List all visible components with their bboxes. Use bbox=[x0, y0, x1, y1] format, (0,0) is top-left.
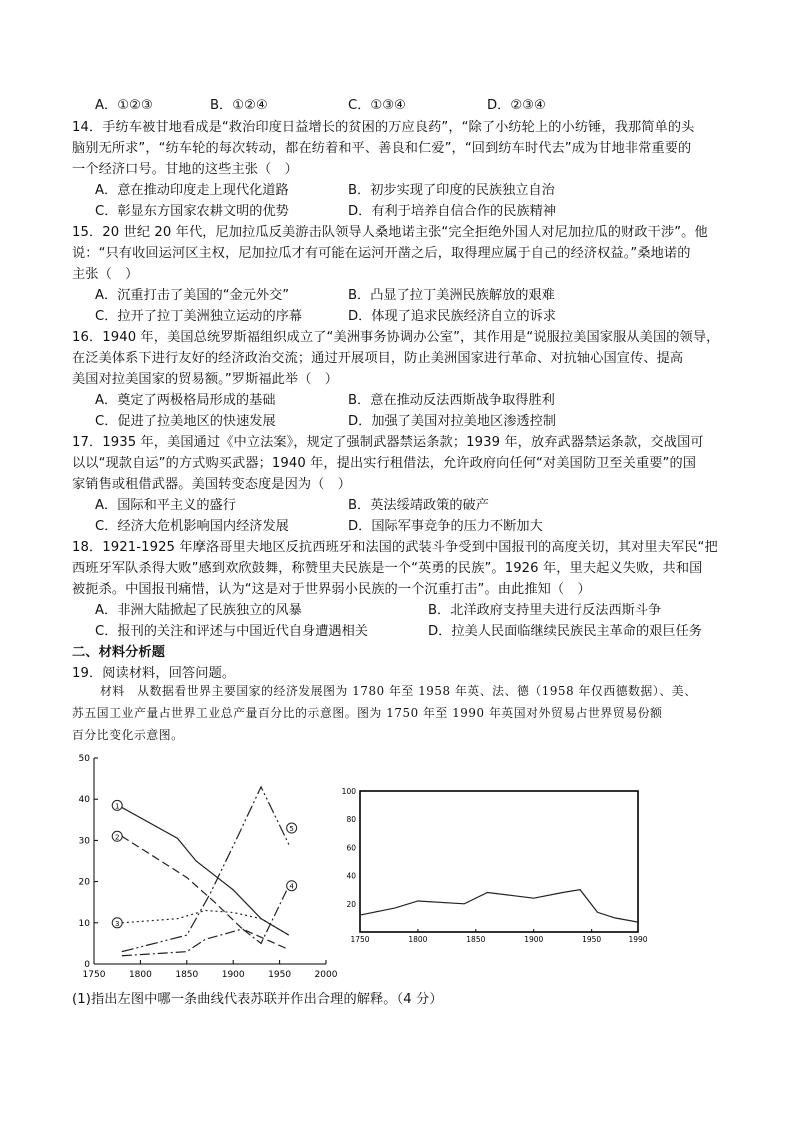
q13-option-c: C．①③④ bbox=[348, 98, 406, 113]
x-tick-label: 1750 bbox=[82, 970, 106, 980]
y-tick-label: 20 bbox=[346, 899, 356, 909]
series-marker-label: 5 bbox=[289, 825, 294, 834]
q15-line: 15．20 世纪 20 年代，尼加拉瓜反美游击队领导人桑地诺主张“完全拒绝外国人对尼加拉瓜的财政干涉”。他 bbox=[72, 225, 708, 240]
q16-option-b: B．意在推动反法西斯战争取得胜利 bbox=[348, 393, 555, 408]
series-line-3 bbox=[122, 910, 289, 935]
y-tick-label: 40 bbox=[346, 871, 356, 881]
q17-line: 家销售或租借武器。美国转变态度是因为（ ） bbox=[72, 477, 352, 492]
y-tick-label: 10 bbox=[78, 918, 90, 929]
q14-line: 一个经济口号。甘地的这些主张（ ） bbox=[72, 162, 298, 177]
series-line-5 bbox=[122, 787, 289, 952]
q17-option-d: D．国际军事竞争的压力不断加大 bbox=[348, 519, 543, 534]
q19-material-line: 材料 从数据看世界主要国家的经济发展图为 1780 年至 1958 年英、法、德（1958 年仅西德数据）、美、 bbox=[100, 684, 697, 698]
x-tick-label: 1800 bbox=[408, 935, 428, 944]
q15-option-c: C．拉开了拉丁美洲独立运动的序幕 bbox=[95, 309, 303, 324]
q18-option-d: D．拉美人民面临继续民族民主革命的艰巨任务 bbox=[428, 624, 702, 639]
x-tick-label: 1850 bbox=[175, 970, 199, 980]
q13-option-b: B．①②④ bbox=[210, 98, 268, 113]
q14-line: 脑别无所求”，“纺车轮的每次转动，都在纺着和平、善良和仁爱”，“回到纺车时代去”成为甘地非常重要的 bbox=[72, 141, 692, 156]
x-tick-label: 2000 bbox=[314, 970, 338, 980]
q15-option-d: D．体现了追求民族经济自立的诉求 bbox=[348, 309, 556, 324]
q14-option-d: D．有利于培养自信合作的民族精神 bbox=[348, 204, 556, 219]
q17-option-b: B．英法绥靖政策的破产 bbox=[348, 498, 489, 513]
x-tick-label: 1900 bbox=[221, 970, 245, 980]
q18-option-a: A．非洲大陆掀起了民族独立的风暴 bbox=[95, 603, 302, 618]
x-tick-label: 1800 bbox=[128, 970, 152, 980]
y-tick-label: 50 bbox=[78, 754, 90, 764]
q13-option-d: D．②③④ bbox=[487, 98, 546, 113]
q15-line: 主张（ ） bbox=[72, 267, 139, 282]
q16-line: 在泛美体系下进行友好的经济政治交流；通过开展项目，防止美洲国家进行革命、对抗轴心国宣传、提高 bbox=[72, 351, 684, 366]
q18-line: 18．1921-1925 年摩洛哥里夫地区反抗西班牙和法国的武装斗争受到中国报刊的高度关切，其对里夫军民“把 bbox=[72, 540, 718, 555]
q19-material-line: 百分比变化示意图。 bbox=[72, 728, 184, 742]
q16-option-a: A．奠定了两极格局形成的基础 bbox=[95, 393, 276, 408]
q19-sub1: (1)指出左图中哪一条曲线代表苏联并作出合理的解释。（4 分） bbox=[72, 992, 443, 1007]
y-tick-label: 30 bbox=[78, 836, 90, 847]
series-marker-label: 2 bbox=[114, 833, 120, 842]
y-tick-label: 20 bbox=[78, 877, 90, 888]
x-tick-label: 1900 bbox=[524, 935, 544, 944]
y-tick-label: 100 bbox=[341, 787, 356, 796]
q19-intro: 19．阅读材料，回答问题。 bbox=[72, 666, 236, 681]
series-marker-label: 1 bbox=[114, 802, 120, 811]
q13-option-a: A．①②③ bbox=[95, 98, 153, 113]
x-tick-label: 1850 bbox=[466, 935, 486, 944]
q16-option-c: C．促进了拉美地区的快速发展 bbox=[95, 414, 276, 429]
y-tick-label: 40 bbox=[78, 795, 90, 806]
q18-option-b: B．北洋政府支持里夫进行反法西斯斗争 bbox=[428, 603, 662, 618]
series-line-1 bbox=[122, 807, 289, 935]
x-tick-label: 1950 bbox=[268, 970, 292, 980]
q17-option-a: A．国际和平主义的盛行 bbox=[95, 498, 236, 513]
section-heading: 二、材料分析题 bbox=[72, 645, 166, 660]
y-tick-label: 0 bbox=[84, 960, 90, 970]
q14-option-c: C．彰显东方国家农耕文明的优势 bbox=[95, 204, 289, 219]
q18-line: 西班牙军队杀得大败”感到欢欣鼓舞，称赞里夫民族是一个“英勇的民族”。1926 年，里夫起义失败，共和国 bbox=[72, 561, 703, 576]
x-tick-label: 1990 bbox=[628, 935, 648, 944]
series-line-2 bbox=[122, 836, 289, 949]
q18-line: 被扼杀。中国报刊痛惜，认为“这是对于世界弱小民族的一个沉重打击”。由此推知（ ） bbox=[72, 582, 591, 597]
q17-line: 17．1935 年，美国通过《中立法案》，规定了强制武器禁运条款；1939 年，放弃武器禁运条款，交战国可 bbox=[72, 435, 704, 450]
series-marker-label: 3 bbox=[114, 919, 120, 928]
q14-line: 14．手纺车被甘地看成是“救治印度日益增长的贫困的万应良药”，“除了小纺轮上的小纺锤，我那简单的头 bbox=[72, 120, 695, 135]
q15-line: 说：“只有收回运河区主权，尼加拉瓜才有可能在运河开凿之后，取得理应属于自己的经济权益。”桑地诺的 bbox=[72, 246, 691, 261]
series-marker-label: 4 bbox=[289, 882, 294, 891]
q17-option-c: C．经济大危机影响国内经济发展 bbox=[95, 519, 289, 534]
q16-line: 16．1940 年，美国总统罗斯福组织成立了“美洲事务协调办公室”，其作用是“说服拉美国家服从美国的领导， bbox=[72, 330, 720, 345]
industrial-share-chart bbox=[66, 750, 356, 985]
q14-option-b: B．初步实现了印度的民族独立自治 bbox=[348, 183, 555, 198]
q15-option-a: A．沉重打击了美国的“金元外交” bbox=[95, 288, 290, 303]
q15-option-b: B．凸显了拉丁美洲民族解放的艰难 bbox=[348, 288, 555, 303]
x-tick-label: 1950 bbox=[582, 935, 602, 944]
q17-line: 以以“现款自运”的方式购买武器；1940 年，提出实行租借法，允许政府向任何“对美国防卫至关重要”的国 bbox=[72, 456, 697, 471]
q16-line: 美国对拉美国家的贸易额。”罗斯福此举（ ） bbox=[72, 372, 339, 387]
x-tick-label: 1750 bbox=[350, 935, 370, 944]
q19-material-line: 苏五国工业产量占世界工业总产量百分比的示意图。图为 1750 年至 1990 年英国对外贸易占世界贸易份额 bbox=[72, 706, 663, 720]
y-tick-label: 60 bbox=[346, 843, 356, 853]
y-tick-label: 80 bbox=[346, 815, 356, 825]
q14-option-a: A．意在推动印度走上现代化道路 bbox=[95, 183, 289, 198]
uk-trade-share-chart bbox=[336, 782, 656, 947]
trade-share-line bbox=[360, 890, 638, 922]
q16-option-d: D．加强了美国对拉美地区渗透控制 bbox=[348, 414, 556, 429]
q18-option-c: C．报刊的关注和评述与中国近代自身遭遇相关 bbox=[95, 624, 368, 639]
